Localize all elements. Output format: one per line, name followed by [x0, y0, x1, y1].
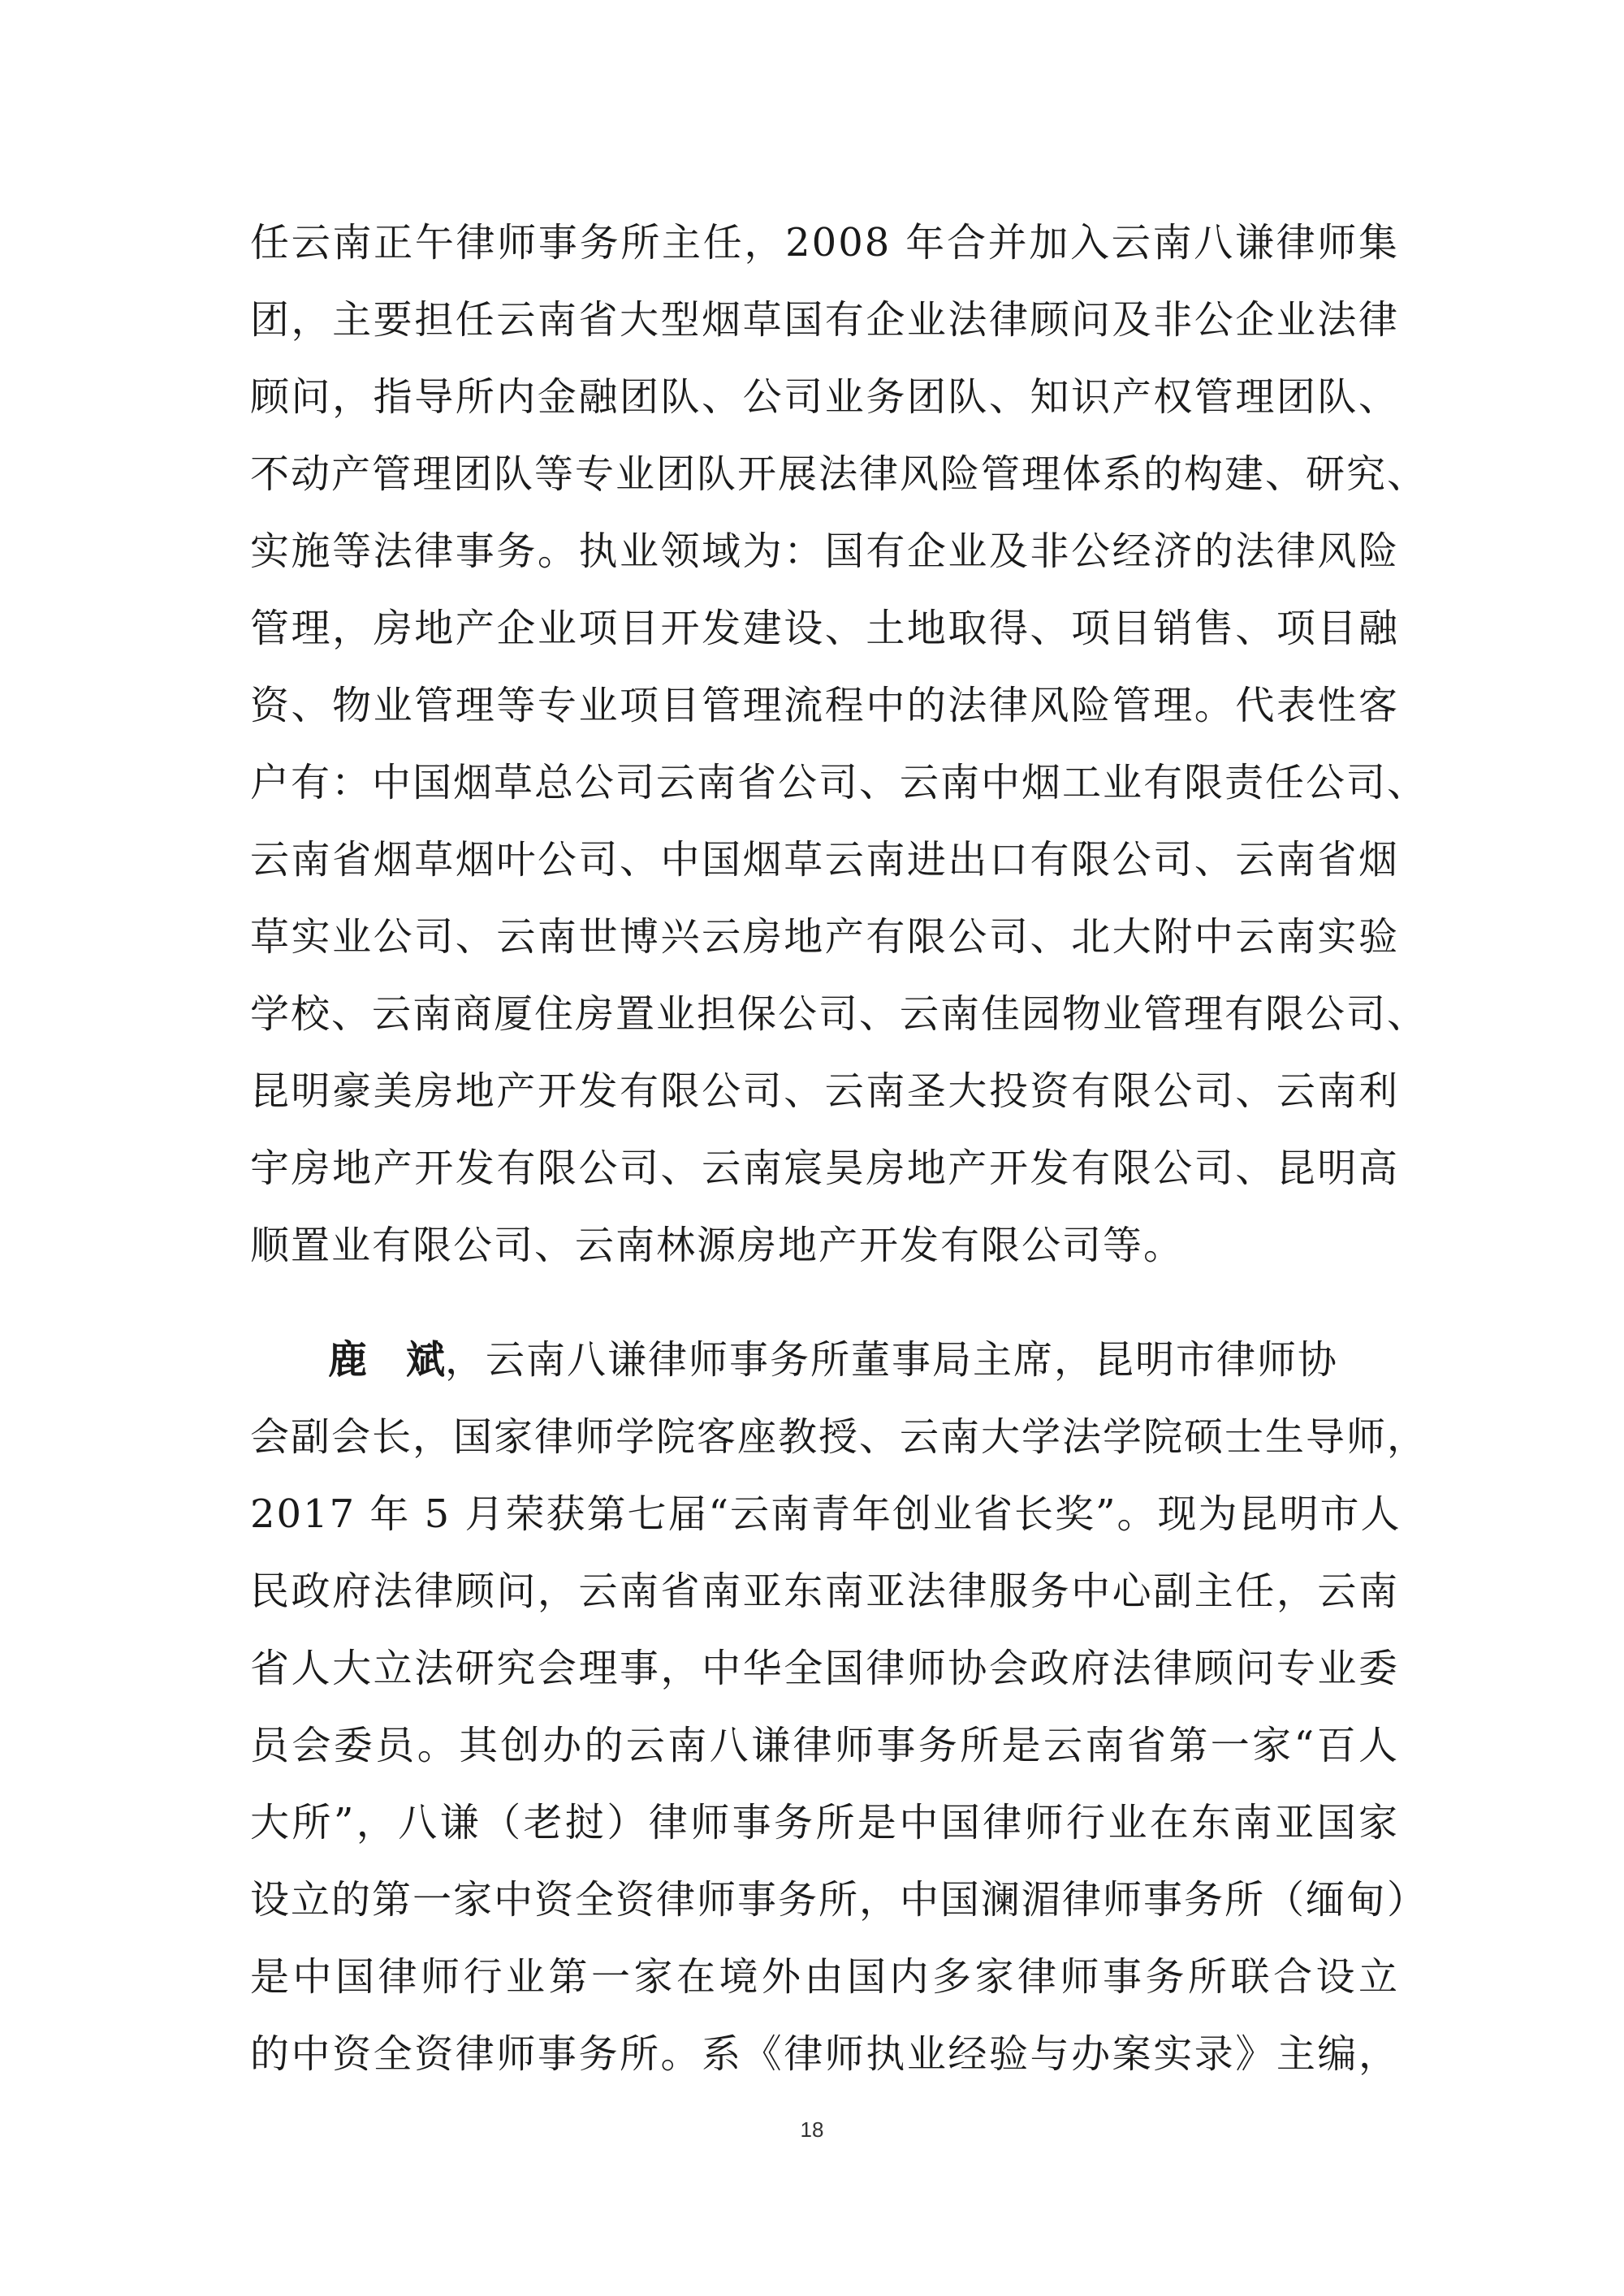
text-line: 民政府法律顾问，云南省南亚东南亚法律服务中心副主任，云南: [250, 1569, 1399, 1614]
text-line: 户有：中国烟草总公司云南省公司、云南中烟工业有限责任公司、: [250, 760, 1428, 805]
text-line: 2017 年 5 月荣获第七届“云南青年创业省长奖”。现为昆明市人: [250, 1491, 1402, 1537]
text-line: 会副会长，国家律师学院客座教授、云南大学法学院硕士生导师，: [250, 1414, 1428, 1460]
text-line: 昆明豪美房地产开发有限公司、云南圣大投资有限公司、云南利: [250, 1068, 1399, 1114]
text-line-first: [250, 1322, 1399, 1399]
text-line: 是中国律师行业第一家在境外由国内多家律师事务所联合设立: [250, 1954, 1399, 2000]
text-line: 设立的第一家中资全资律师事务所，中国澜湄律师事务所（缅甸）: [250, 1877, 1428, 1923]
text-line: 资、物业管理等专业项目管理流程中的法律风险管理。代表性客: [250, 683, 1399, 728]
text-line: 实施等法律事务。执业领域为：国有企业及非公经济的法律风险: [250, 529, 1399, 574]
person-name: 鹿 斌: [328, 1337, 446, 1383]
text-line: 任云南正午律师事务所主任，2008 年合并加入云南八谦律师集: [250, 220, 1399, 265]
text-line: 云南省烟草烟叶公司、中国烟草云南进出口有限公司、云南省烟: [250, 837, 1399, 883]
first-line-text: ，云南八谦律师事务所董事局主席，昆明市律师协: [445, 1337, 1339, 1383]
text-line: 顾问，指导所内金融团队、公司业务团队、知识产权管理团队、: [250, 374, 1399, 420]
text-line: 管理，房地产企业项目开发建设、土地取得、项目销售、项目融: [250, 606, 1399, 651]
paragraph-1: [250, 205, 1428, 1284]
text-line: 学校、云南商厦住房置业担保公司、云南佳园物业管理有限公司、: [250, 991, 1428, 1037]
text-line: 员会委员。其创办的云南八谦律师事务所是云南省第一家“百人: [250, 1723, 1399, 1768]
text-line: 草实业公司、云南世博兴云房地产有限公司、北大附中云南实验: [250, 914, 1399, 960]
page-number: 18: [800, 2117, 824, 2142]
text-line: 大所”，八谦（老挝）律师事务所是中国律师行业在东南亚国家: [250, 1800, 1399, 1845]
text-line: 的中资全资律师事务所。系《律师执业经验与办案实录》主编，: [250, 2031, 1399, 2077]
text-line: 省人大立法研究会理事，中华全国律师协会政府法律顾问专业委: [250, 1646, 1399, 1691]
paragraph-2: [250, 1322, 1428, 2093]
text-line: 宇房地产开发有限公司、云南宸昊房地产开发有限公司、昆明高: [250, 1146, 1399, 1191]
text-line: 团，主要担任云南省大型烟草国有企业法律顾问及非公企业法律: [250, 297, 1399, 343]
text-line: 顺置业有限公司、云南林源房地产开发有限公司等。: [250, 1223, 1185, 1268]
text-line: 不动产管理团队等专业团队开展法律风险管理体系的构建、研究、: [250, 451, 1428, 497]
